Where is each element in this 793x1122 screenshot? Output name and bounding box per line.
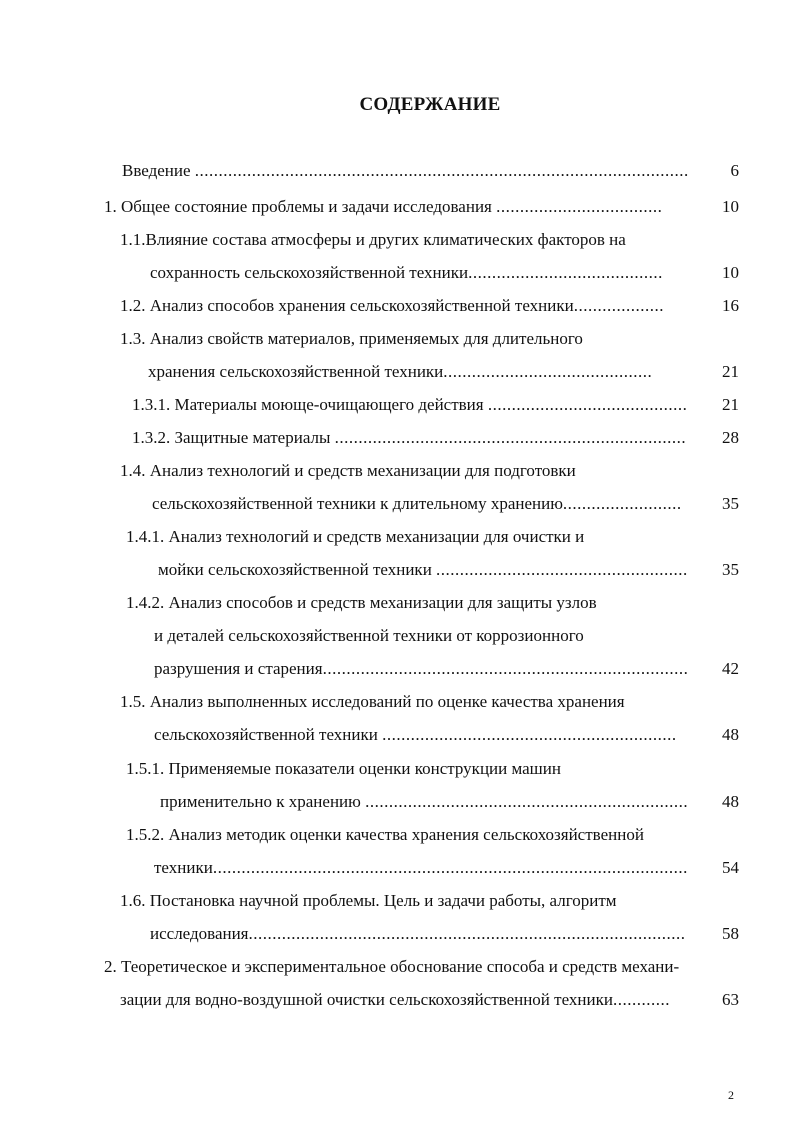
toc-entry-1-4 [120, 460, 576, 482]
toc-entry-1 [104, 196, 662, 218]
toc-entry-text: исследования [150, 924, 249, 943]
toc-entry-text: Введение [122, 161, 191, 180]
toc-entry-text: 1.2. Анализ способов хранения сельскохозяйственной техники [120, 296, 574, 315]
toc-entry-intro [122, 160, 689, 182]
toc-entry-text: применительно к хранению [160, 792, 361, 811]
toc-entry-text: 1.5.2. Анализ методик оценки качества хранения сельскохозяйственной [126, 825, 644, 844]
toc-page-number: 58 [722, 924, 739, 943]
toc-page-number: 28 [722, 428, 739, 447]
toc-entry-text: разрушения и старения [154, 659, 323, 678]
toc-entry-text: сохранность сельскохозяйственной техники [150, 263, 469, 282]
toc-entry-text: 1.3.1. Материалы моюще-очищающего действия [132, 395, 484, 414]
toc-entry-1-3 [120, 328, 583, 350]
toc-entry-1-5-1-cont [160, 791, 688, 813]
toc-entry-text: 2. Теоретическое и экспериментальное обоснование способа и средств механи- [104, 957, 680, 976]
toc-entry-1-5-cont [154, 724, 677, 746]
toc-entry-text: 1.1.Влияние состава атмосферы и других климатических факторов на [120, 230, 626, 249]
toc-entry-text: зации для водно-воздушной очистки сельскохозяйственной техники [120, 990, 613, 1009]
toc-entry-1-3-1 [132, 394, 687, 416]
toc-entry-1-1-cont [150, 262, 663, 284]
toc-entry-text: 1.5.1. Применяемые показатели оценки конструкции машин [126, 759, 561, 778]
toc-entry-text: 1.4.2. Анализ способов и средств механизации для защиты узлов [126, 593, 597, 612]
toc-entry-text: мойки сельскохозяйственной техники [158, 560, 432, 579]
toc-entry-1-6-cont [150, 923, 686, 945]
toc-page-number: 10 [722, 197, 739, 216]
toc-entry-1-4-1 [126, 526, 584, 548]
toc-page-number: 63 [722, 990, 739, 1009]
toc-entry-1-4-cont [152, 493, 682, 515]
toc-entry-text: 1.3. Анализ свойств материалов, применяемых для длительного [120, 329, 583, 348]
page-number: 2 [728, 1088, 734, 1102]
toc-page-number: 48 [722, 792, 739, 811]
toc-entry-text: 1.6. Постановка научной проблемы. Цель и задачи работы, алгоритм [120, 891, 617, 910]
dot-leader: ............................................................................. [322, 659, 689, 678]
toc-entry-text: 1.5. Анализ выполненных исследований по оценке качества хранения [120, 692, 625, 711]
toc-entry-text: 1.3.2. Защитные материалы [132, 428, 331, 447]
toc-entry-1-6 [120, 890, 617, 912]
toc-page-number: 48 [722, 725, 739, 744]
toc-entry-text: 1. Общее состояние проблемы и задачи исследования [104, 197, 492, 216]
dot-leader: .......................................................................... [334, 428, 687, 447]
toc-entry-text: и деталей сельскохозяйственной техники от коррозионного [154, 626, 584, 645]
page-title: СОДЕРЖАНИЕ [359, 94, 501, 115]
toc-page-number: 35 [722, 560, 739, 579]
toc-page-number: 6 [730, 161, 739, 180]
dot-leader: ............................................ [443, 362, 653, 381]
toc-page-number: 16 [722, 296, 739, 315]
toc-entry-1-5-2 [126, 824, 644, 846]
toc-page-number: 10 [722, 263, 739, 282]
toc-entry-text: сельскохозяйственной техники [154, 725, 378, 744]
dot-leader: .................................................................... [365, 792, 689, 811]
toc-entry-1-4-2 [126, 592, 597, 614]
dot-leader: ............ [612, 990, 670, 1009]
toc-entry-1-5 [120, 691, 625, 713]
toc-entry-1-4-2-cont1 [154, 625, 584, 647]
dot-leader: ................................... [496, 197, 663, 216]
toc-entry-text: 1.4.1. Анализ технологий и средств механизации для очистки и [126, 527, 585, 546]
toc-entry-2 [104, 956, 679, 978]
dot-leader: .................................................................................................... [212, 858, 688, 877]
toc-entry-1-2 [120, 295, 664, 317]
dot-leader: ................... [573, 296, 664, 315]
toc-entry-1-5-2-cont [154, 857, 688, 879]
toc-entry-1-4-2-cont2 [154, 658, 688, 680]
toc-entry-1-3-2 [132, 427, 686, 449]
dot-leader: ..................................................... [436, 560, 688, 579]
toc-entry-text: 1.4. Анализ технологий и средств механизации для подготовки [120, 461, 576, 480]
dot-leader: .......................................... [487, 395, 688, 414]
toc-entry-1-1 [120, 229, 626, 251]
dot-leader: ........................................................................................................ [194, 161, 689, 180]
toc-page-number: 54 [722, 858, 739, 877]
dot-leader: ............................................................................................ [248, 924, 686, 943]
toc-entry-1-5-1 [126, 758, 561, 780]
toc-page-number: 42 [722, 659, 739, 678]
dot-leader: ......................... [562, 494, 682, 513]
dot-leader: .............................................................. [382, 725, 677, 744]
toc-entry-2-cont [120, 989, 670, 1011]
toc-page-number: 21 [722, 395, 739, 414]
toc-entry-1-3-cont [148, 361, 652, 383]
toc-entry-text: хранения сельскохозяйственной техники [148, 362, 444, 381]
toc-page-number: 21 [722, 362, 739, 381]
dot-leader: ......................................... [468, 263, 663, 282]
toc-entry-text: сельскохозяйственной техники к длительному хранению [152, 494, 563, 513]
toc-entry-text: техники [154, 858, 213, 877]
toc-entry-1-4-1-cont [158, 559, 688, 581]
toc-page-number: 35 [722, 494, 739, 513]
